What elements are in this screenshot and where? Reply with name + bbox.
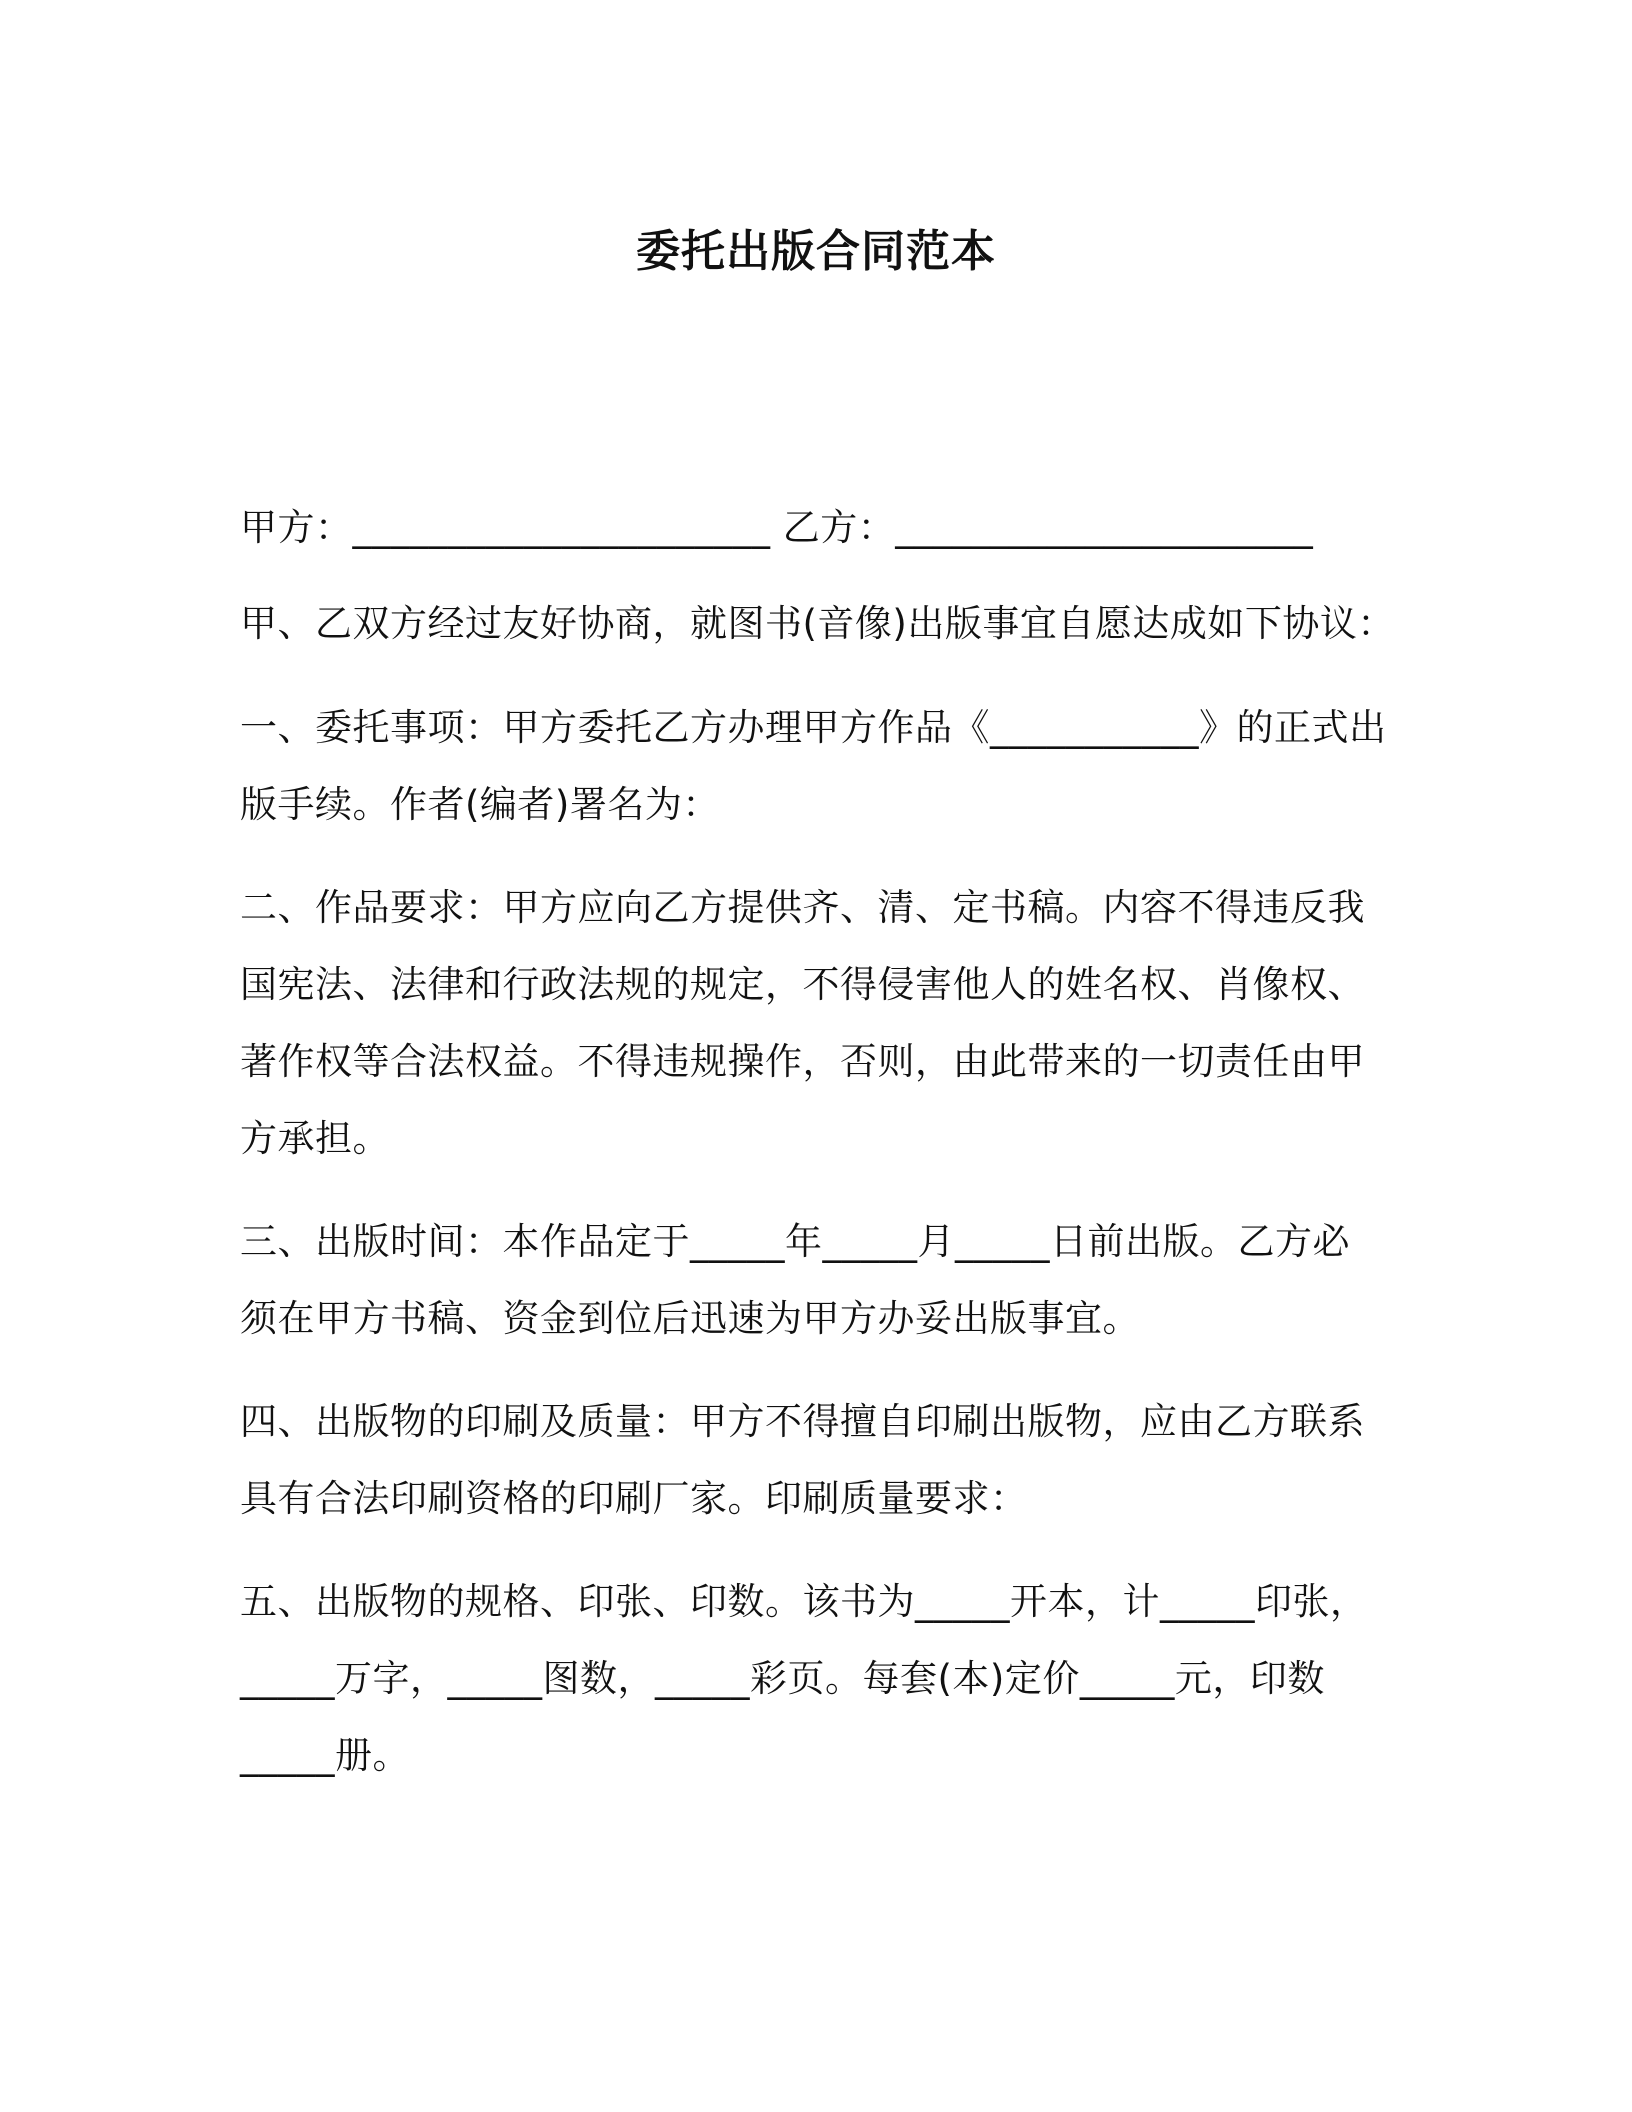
clause-2-line-2: 国宪法、法律和行政法规的规定，不得侵害他人的姓名权、肖像权、	[240, 963, 1365, 1006]
clause-2-line-3: 著作权等合法权益。不得违规操作，否则，由此带来的一切责任由甲	[240, 1040, 1365, 1083]
clause-5-line-2: _____万字，_____图数，_____彩页。每套(本)定价_____元，印数	[240, 1657, 1325, 1700]
preamble-line: 甲、乙双方经过友好协商，就图书(音像)出版事宜自愿达成如下协议：	[240, 602, 1395, 645]
clause-4-line-2: 具有合法印刷资格的印刷厂家。印刷质量要求：	[240, 1477, 1028, 1520]
clause-1-line-1: 一、委托事项：甲方委托乙方办理甲方作品《___________》的正式出	[240, 706, 1387, 749]
clause-3-line-1: 三、出版时间：本作品定于_____年_____月_____日前出版。乙方必	[240, 1220, 1350, 1263]
clause-2-line-4: 方承担。	[240, 1117, 390, 1160]
clause-5-line-3: _____册。	[240, 1734, 410, 1777]
clause-3-line-2: 须在甲方书稿、资金到位后迅速为甲方办妥出版事宜。	[240, 1297, 1140, 1340]
clause-2-line-1: 二、作品要求：甲方应向乙方提供齐、清、定书稿。内容不得违反我	[240, 886, 1365, 929]
clause-5-line-1: 五、出版物的规格、印张、印数。该书为_____开本，计_____印张，	[240, 1580, 1368, 1623]
document-title: 委托出版合同范本	[636, 226, 996, 277]
clause-4-line-1: 四、出版物的印刷及质量：甲方不得擅自印刷出版物，应由乙方联系	[240, 1400, 1365, 1443]
parties-line: 甲方：______________________ 乙方：______________________	[240, 506, 1314, 549]
clause-1-line-2: 版手续。作者(编者)署名为：	[240, 783, 720, 826]
